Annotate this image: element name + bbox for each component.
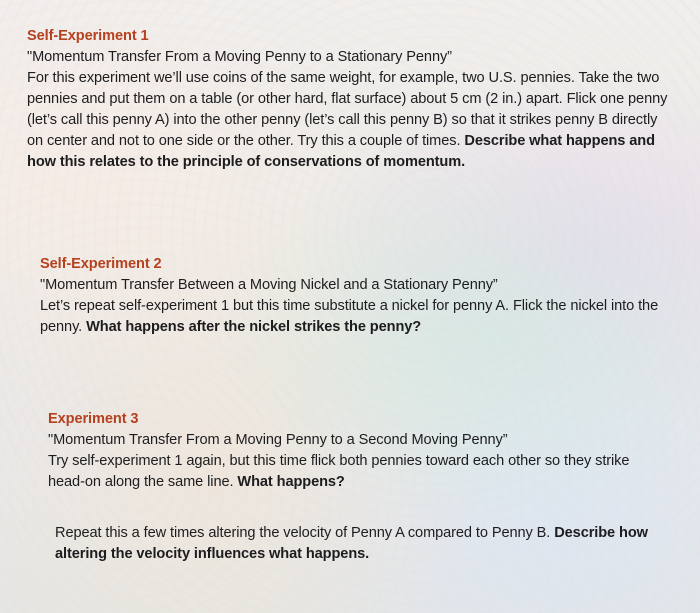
experiment-3-section — [48, 409, 658, 493]
self-experiment-2-body: Let’s repeat self-experiment 1 but this time substitute a nickel for penny A. Flick the nickel into the penny. — [40, 298, 659, 335]
experiment-3-text — [48, 451, 658, 493]
followup-text — [55, 523, 655, 565]
self-experiment-2-title: "Momentum Transfer Between a Moving Nickel and a Stationary Penny” — [40, 277, 498, 293]
self-experiment-2-section — [40, 254, 670, 338]
experiment-3-question: What happens? — [237, 474, 345, 490]
experiment-3-heading: Experiment 3 — [48, 411, 139, 427]
followup-question: Describe how altering the velocity influences what happens. — [55, 525, 648, 562]
self-experiment-1-body: For this experiment we’ll use coins of the same weight, for example, two U.S. pennies. Take the two pennies and put them on a table (or other hard, flat surface) about 5 cm (2 in.) apart. Flick one penny (let’s call this penny A) into the other penny (let’s call this penny B) so that it strikes penny B directly on center and not to one side or the other. Try this a couple of times. — [27, 70, 668, 149]
self-experiment-1-question: Describe what happens and how this relates to the principle of conservations of momentum. — [27, 133, 655, 170]
self-experiment-1-heading: Self-Experiment 1 — [27, 28, 149, 44]
self-experiment-1-title: "Momentum Transfer From a Moving Penny to a Stationary Penny” — [27, 49, 452, 65]
followup-body: Repeat this a few times altering the velocity of Penny A compared to Penny B. — [55, 525, 551, 541]
self-experiment-2-text — [40, 296, 670, 338]
self-experiment-1-text — [27, 68, 677, 173]
followup-section — [55, 523, 655, 565]
self-experiment-2-heading: Self-Experiment 2 — [40, 256, 162, 272]
experiment-3-title: "Momentum Transfer From a Moving Penny to a Second Moving Penny” — [48, 432, 508, 448]
self-experiment-2-question: What happens after the nickel strikes the penny? — [86, 319, 422, 335]
self-experiment-1-section — [27, 26, 677, 173]
experiment-3-body: Try self-experiment 1 again, but this time flick both pennies toward each other so they strike head-on along the same line. — [48, 453, 630, 490]
